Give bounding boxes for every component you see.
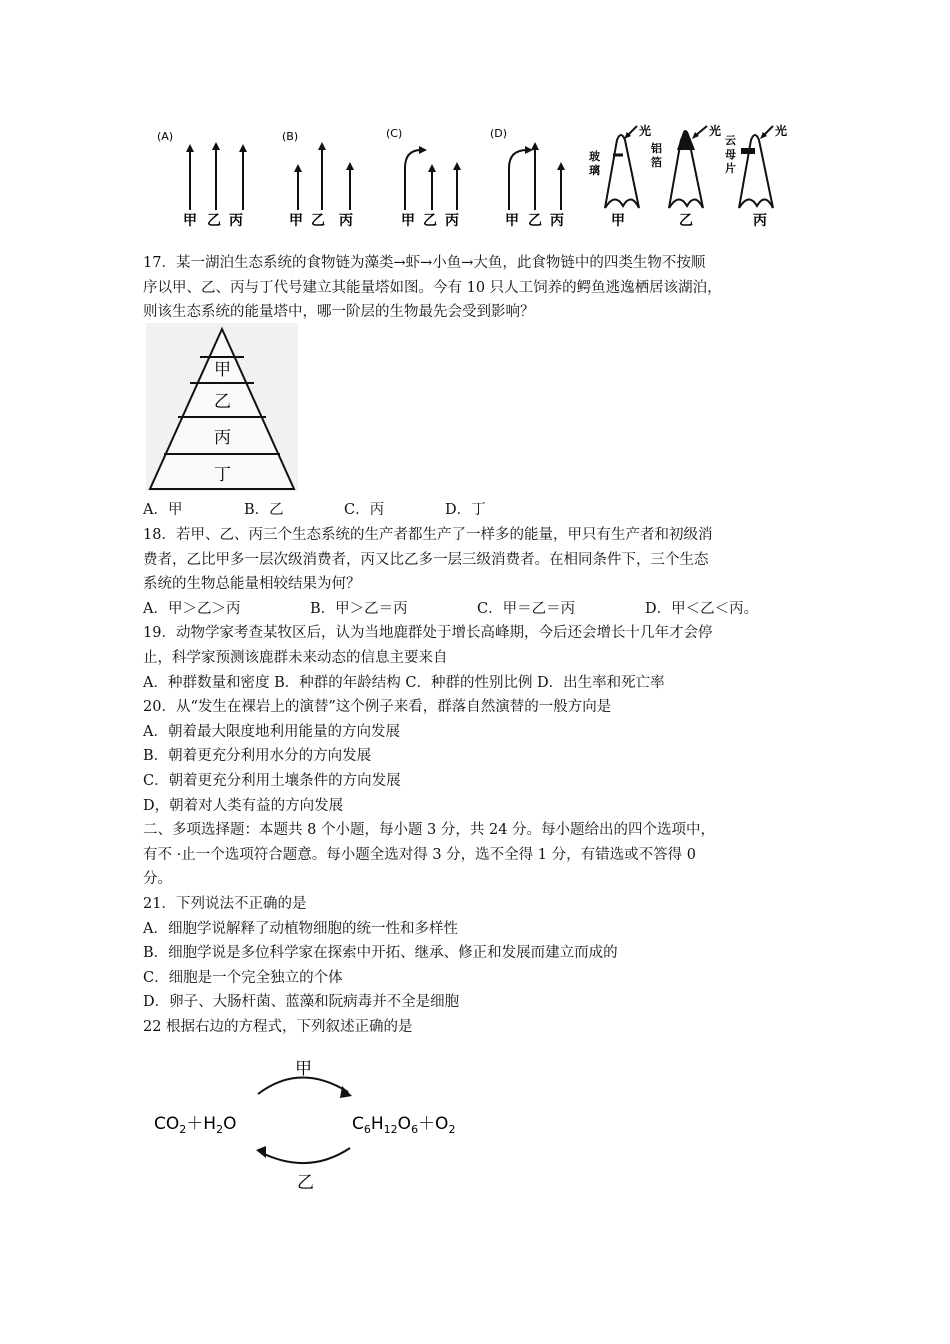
q21-option-b[interactable]: B．细胞学说是多位科学家在探索中开拓、继承、修正和发展而建立而成的 bbox=[143, 945, 618, 962]
glass-label: 玻璃 bbox=[589, 150, 600, 177]
q18-option-a[interactable]: A．甲＞乙＞丙 bbox=[143, 600, 241, 617]
option-b-pot-1: 甲 bbox=[289, 213, 303, 229]
option-d-pot-3: 丙 bbox=[550, 213, 564, 229]
seedling-jia-label: 甲 bbox=[611, 213, 625, 229]
equation-right: $C_6H_{12}O_6+O_2$ bbox=[352, 1114, 456, 1136]
q19-line-2: 止，科学家预测该鹿群未来动态的信息主要来自 bbox=[143, 649, 448, 666]
main-text-block bbox=[143, 523, 823, 1039]
pyramid-level-1: 甲 bbox=[214, 360, 231, 380]
q21-option-a[interactable]: A．细胞学说解释了动植物细胞的统一性和多样性 bbox=[143, 920, 458, 937]
option-c-pot-2: 乙 bbox=[423, 213, 437, 229]
seedling-bing-label: 丙 bbox=[753, 213, 767, 229]
q18-option-c[interactable]: C．甲＝乙＝丙 bbox=[477, 600, 576, 617]
q18-line-1: 18．若甲、乙、丙三个生态系统的生产者都生产了一样多的能量，甲只有生产者和初级消 bbox=[143, 527, 713, 543]
q17-option-d[interactable]: D．丁 bbox=[445, 502, 486, 518]
q21-option-d[interactable]: D．卵子、大肠杆菌、蓝藻和阮病毒并不全是细胞 bbox=[143, 994, 460, 1011]
q20-option-d[interactable]: D，朝着对人类有益的方向发展 bbox=[143, 797, 344, 814]
q20-option-b[interactable]: B．朝着更充分利用水分的方向发展 bbox=[143, 748, 372, 765]
option-b-pot-3: 丙 bbox=[339, 213, 353, 229]
q17-stem bbox=[143, 251, 823, 325]
q17-option-a[interactable]: A．甲 bbox=[143, 502, 183, 518]
pyramid-level-3: 丙 bbox=[214, 428, 231, 448]
option-d-label: (D) bbox=[490, 127, 508, 140]
q16-figure bbox=[143, 122, 943, 232]
option-b-pot-2: 乙 bbox=[311, 213, 325, 229]
equation-left: $CO_2+H_2O$ bbox=[154, 1114, 237, 1136]
energy-pyramid-figure bbox=[146, 323, 298, 491]
q20-option-c[interactable]: C．朝着更充分利用土壤条件的方向发展 bbox=[143, 772, 401, 789]
q17-line-2: 序以甲、乙、丙与丁代号建立其能量塔如图。今有 10 只人工饲养的鳄鱼逃逸栖居该湖泊， bbox=[143, 279, 722, 296]
option-a-pot-1: 甲 bbox=[183, 213, 197, 229]
light-label-bing: 光 bbox=[775, 124, 788, 138]
q22-equation-figure bbox=[150, 1052, 490, 1192]
option-c-pot-3: 丙 bbox=[445, 213, 459, 229]
section2-line-3: 分。 bbox=[143, 871, 172, 888]
option-c-label: (C) bbox=[386, 127, 403, 140]
q17-line-3: 则该生态系统的能量塔中，哪一阶层的生物最先会受到影响？ bbox=[143, 304, 535, 321]
q18-options bbox=[143, 597, 823, 622]
seedling-yi-label: 乙 bbox=[679, 213, 693, 229]
q20-option-a[interactable]: A．朝着最大限度地利用能量的方向发展 bbox=[143, 723, 400, 740]
option-a-pot-2: 乙 bbox=[207, 213, 221, 229]
section2-line-2: 有不 ·止一个选项符合题意。每小题全选对得 3 分，选不全得 1 分，有错选或不答得 0 bbox=[143, 846, 696, 863]
option-d-pot-1: 甲 bbox=[505, 213, 519, 229]
q19-line-1: 19．动物学家考查某牧区后，认为当地鹿群处于增长高峰期，今后还会增长十几年才会停 bbox=[143, 625, 713, 642]
q17-line-1: 17．某一湖泊生态系统的食物链为藻类→虾→小鱼→大鱼，此食物链中的四类生物不按顺 bbox=[143, 255, 706, 271]
option-d-stem-1 bbox=[509, 150, 527, 210]
option-d-pot-2: 乙 bbox=[528, 213, 542, 229]
label-yi: 乙 bbox=[297, 1173, 314, 1192]
option-b-label: (B) bbox=[282, 130, 299, 143]
q21-option-c[interactable]: C．细胞是一个完全独立的个体 bbox=[143, 969, 343, 986]
option-c-stem-1 bbox=[405, 150, 421, 210]
pyramid-level-4: 丁 bbox=[214, 465, 231, 485]
label-jia: 甲 bbox=[295, 1059, 312, 1079]
seedling-bing bbox=[725, 123, 787, 229]
section2-line-1: 二、多项选择题：本题共 8 个小题，每小题 3 分，共 24 分。每小题给出的四个选项中， bbox=[143, 822, 716, 839]
q18-line-3: 系统的生物总能量相较结果为何？ bbox=[143, 576, 361, 593]
seedling-jia bbox=[589, 123, 651, 229]
q18-line-2: 费者，乙比甲多一层次级消费者，丙又比乙多一层三级消费者。在相同条件下，三个生态 bbox=[143, 551, 709, 568]
q21-line-1: 21．下列说法不正确的是 bbox=[143, 895, 307, 912]
light-label-yi: 光 bbox=[709, 124, 722, 138]
pyramid-level-2: 乙 bbox=[214, 392, 231, 412]
option-a-label: (A) bbox=[157, 130, 174, 143]
seedling-yi bbox=[651, 123, 721, 229]
light-label-jia: 光 bbox=[639, 124, 652, 138]
option-c-pot-1: 甲 bbox=[401, 213, 415, 229]
q20-line-1: 20．从“发生在裸岩上的演替”这个例子来看，群落自然演替的一般方向是 bbox=[143, 699, 612, 716]
arrow-bottom bbox=[260, 1148, 350, 1163]
mica-label: 云母片 bbox=[725, 134, 736, 175]
q17-options bbox=[143, 498, 823, 523]
q17-option-b[interactable]: B．乙 bbox=[244, 502, 284, 518]
q22-line-1: 22 根据右边的方程式，下列叙述正确的是 bbox=[143, 1018, 413, 1035]
q18-option-b[interactable]: B．甲＞乙＝丙 bbox=[310, 600, 408, 617]
arrow-top bbox=[258, 1077, 348, 1094]
q18-option-d[interactable]: D．甲＜乙＜丙。 bbox=[645, 600, 759, 617]
q17-option-c[interactable]: C．丙 bbox=[344, 502, 385, 518]
q19-options[interactable]: A．种群数量和密度 B．种群的年龄结构 C．种群的性别比例 D．出生率和死亡率 bbox=[143, 674, 665, 691]
option-a-pot-3: 丙 bbox=[229, 213, 243, 229]
foil-label: 铝箔 bbox=[651, 142, 662, 169]
